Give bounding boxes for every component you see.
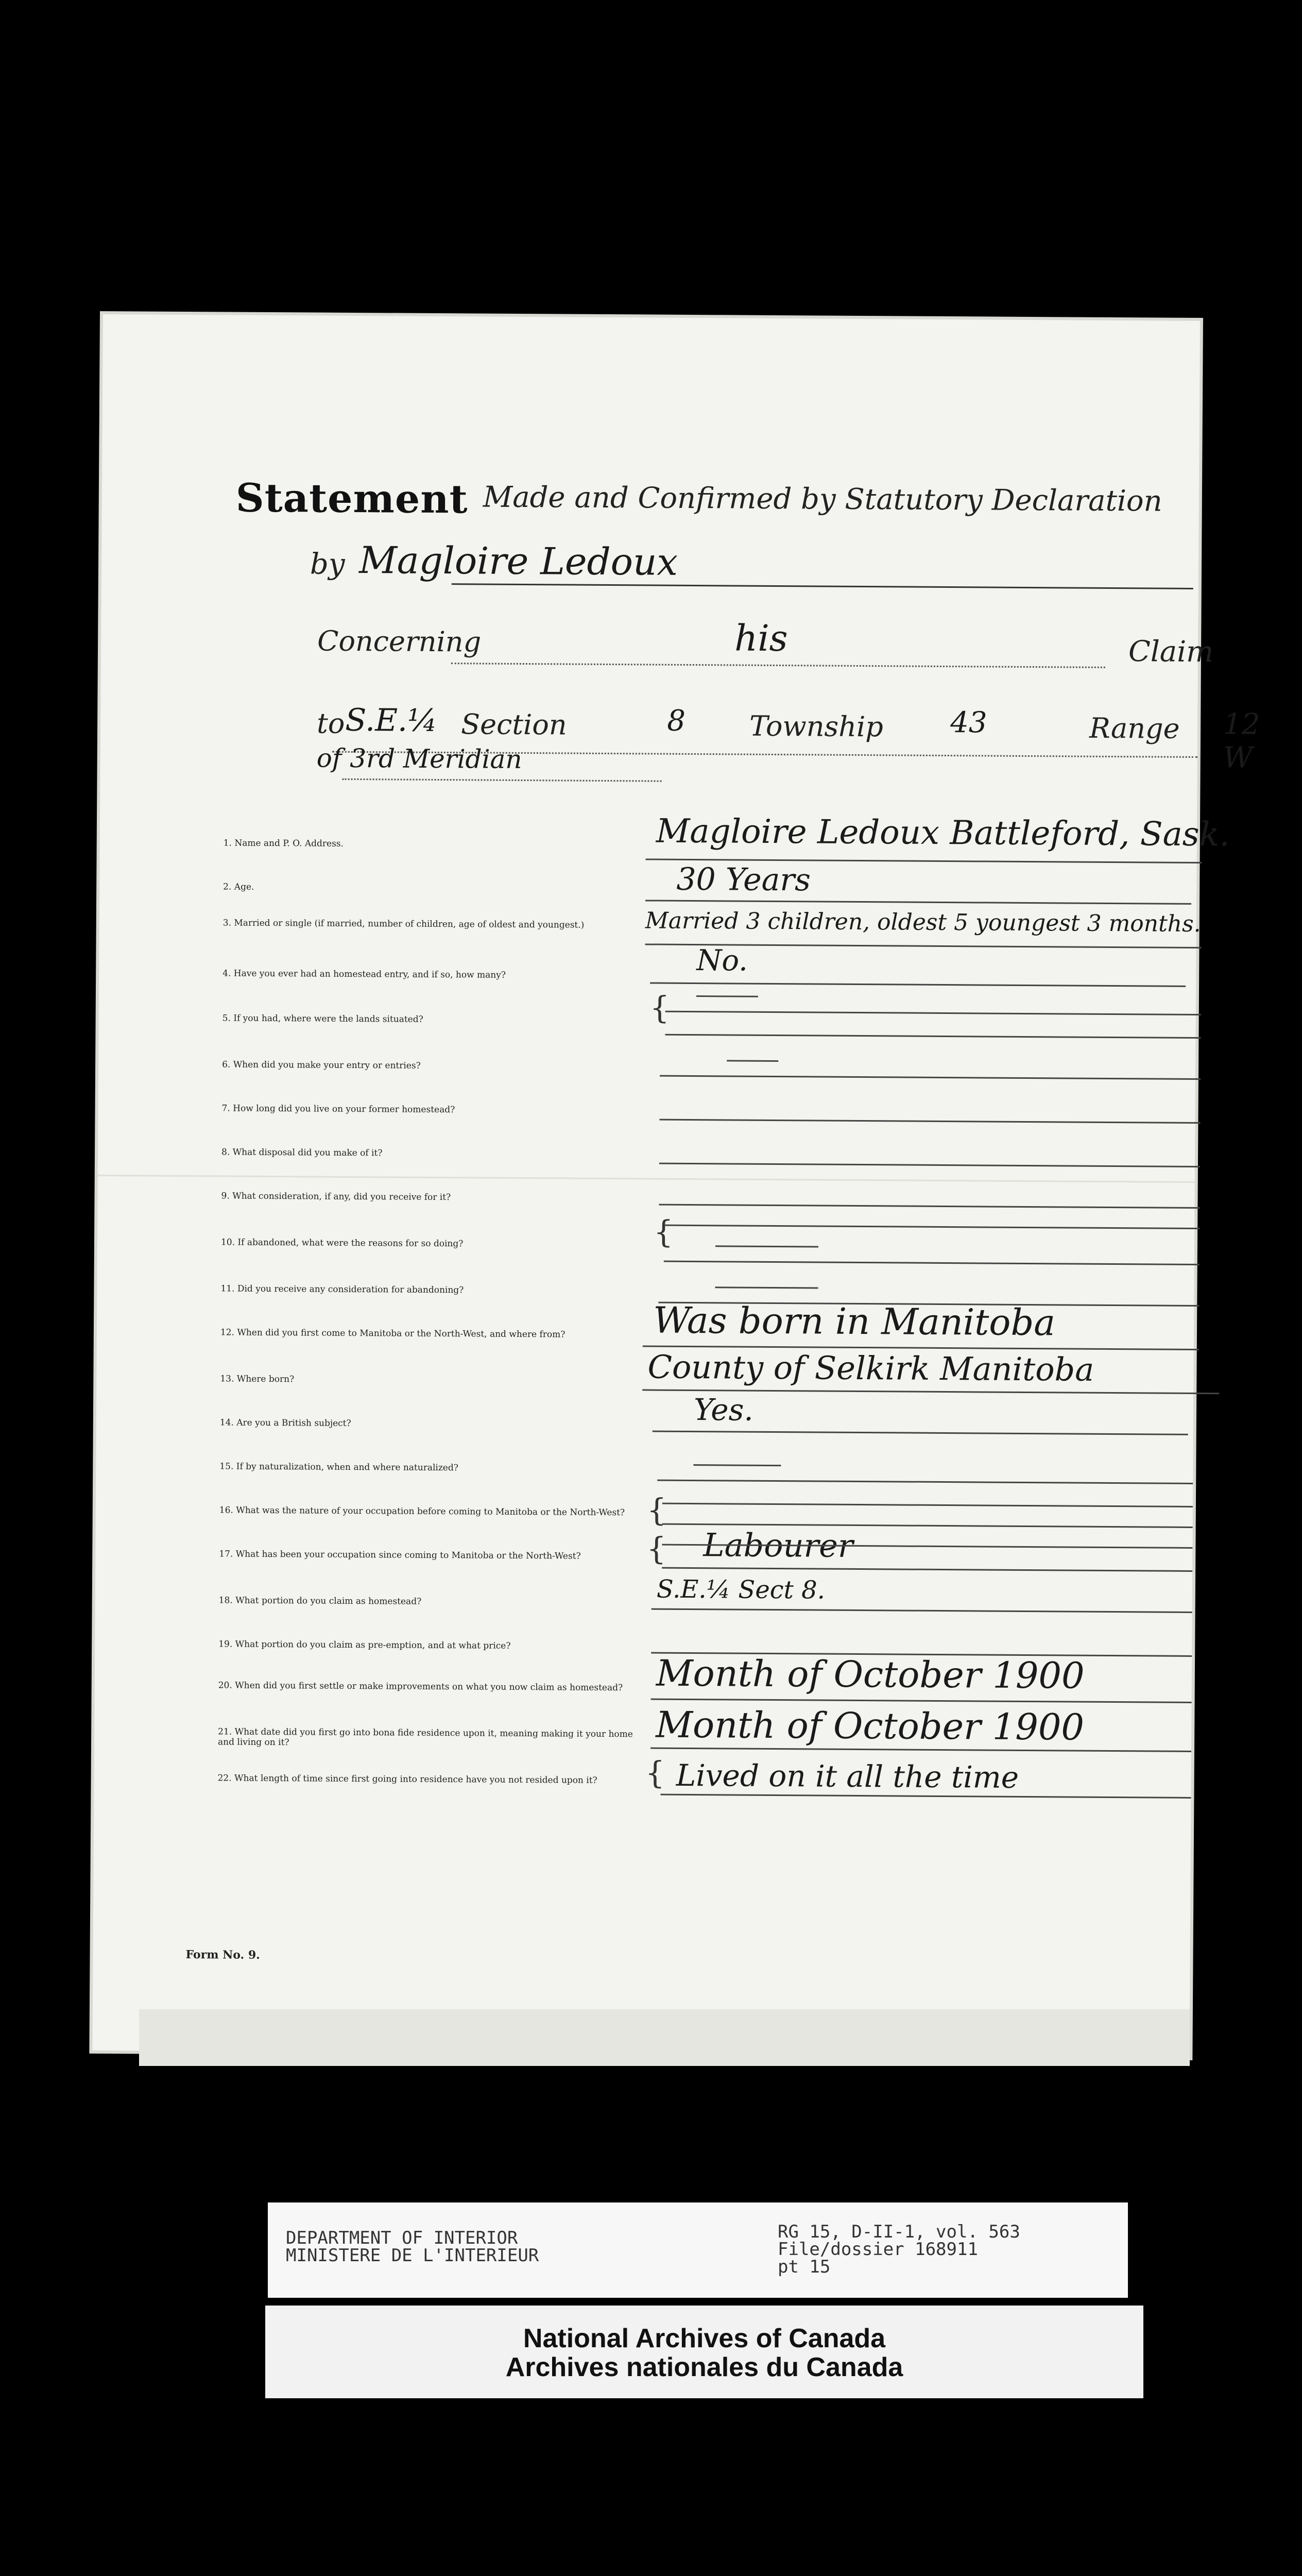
answer-rule-4 [650,982,1186,987]
answer-rule-14 [653,1431,1188,1435]
department-fr: MINISTERE DE L'INTERIEUR [286,2245,539,2266]
concerning-rule [451,663,1105,668]
reference-line-2: File/dossier 168911 [778,2239,978,2260]
answer-rule-20 [651,1699,1192,1703]
document-page [92,314,1260,2057]
answer-rule-10b [664,1261,1200,1265]
archives-name-en: National Archives of Canada [523,2324,886,2353]
answer-rule-17b [662,1567,1192,1572]
answer-rule-7 [659,1119,1200,1124]
answer-2: 30 Years [676,861,811,899]
question-13: 13. Where born? [220,1374,295,1385]
declarant-name: Magloire Ledoux [358,538,678,584]
range-label: Range [1089,711,1180,745]
answer-rule-9 [659,1204,1200,1209]
statement-subtitle: Made and Confirmed by Statutory Declaration [483,480,1162,518]
answer-rule-5b [665,1034,1201,1039]
brace-22: { [645,1755,665,1791]
question-16: 16. What was the nature of your occupation before coming to Manitoba or the North-West? [219,1505,625,1518]
answer-rule-18 [652,1608,1192,1613]
quarter-value: S.E.¼ [345,702,438,739]
question-1: 1. Name and P. O. Address. [223,838,344,849]
archives-name-fr: Archives nationales du Canada [505,2352,903,2382]
brace-10: { [653,1214,674,1250]
question-14: 14. Are you a British subject? [219,1417,351,1429]
question-4: 4. Have you ever had an homestead entry, and if so, how many? [222,968,506,980]
question-12: 12. When did you first come to Manitoba or the North-West, and where from? [220,1327,566,1340]
meridian-value: of 3rd Meridian [316,743,522,774]
answer-22: Lived on it all the time [676,1757,1019,1795]
archives-name-label [265,2306,1143,2398]
brace-17: { [646,1531,666,1567]
form-number: Form No. 9. [185,1948,260,1962]
paper-underlayer [139,2009,1190,2066]
answer-4: No. [696,944,748,978]
answer-rule-6 [660,1075,1201,1080]
question-2: 2. Age. [223,882,254,892]
dash-5 [696,995,758,997]
department-en: DEPARTMENT OF INTERIOR [286,2228,518,2248]
by-label: by [310,547,345,581]
question-20: 20. When did you first settle or make improvements on what you now claim as homestead? [218,1680,623,1693]
brace-5: { [649,990,670,1026]
answer-rule-15 [657,1480,1193,1484]
statement-title: Statement [235,474,468,522]
question-18: 18. What portion do you claim as homestead? [218,1595,422,1607]
by-rule [452,583,1193,589]
answer-rule-10a [664,1225,1200,1229]
answer-rule-21 [650,1748,1191,1752]
question-5: 5. If you had, where were the lands situated? [222,1013,423,1025]
question-10: 10. If abandoned, what were the reasons for so doing? [220,1237,464,1249]
answer-rule-16a [662,1503,1193,1507]
claim-label: Claim [1128,635,1214,669]
reference-block [778,2223,1020,2276]
answer-20: Month of October 1900 [656,1652,1085,1697]
range-value: 12 W [1223,707,1260,775]
department-block [286,2229,539,2264]
meridian-rule [342,778,661,782]
answer-3: Married 3 children, oldest 5 youngest 3 months. [645,907,1201,938]
question-21: 21. What date did you first go into bona fide residence upon it, meaning making it your home and living on it? [218,1726,633,1748]
answer-18: S.E.¼ Sect 8. [656,1574,826,1605]
answer-17: Labourer [703,1526,853,1565]
township-label: Township [749,709,884,743]
concerning-label: Concerning [317,624,482,658]
dash-6 [727,1060,778,1062]
answer-rule-8 [659,1163,1200,1167]
answer-14: Yes. [693,1392,754,1428]
answer-21: Month of October 1900 [656,1703,1085,1749]
brace-16: { [646,1492,667,1529]
question-9: 9. What consideration, if any, did you receive for it? [221,1191,451,1203]
question-7: 7. How long did you live on your former homestead? [221,1103,455,1115]
reference-line-3: pt 15 [778,2257,831,2277]
answer-13: County of Selkirk Manitoba [647,1348,1094,1388]
fold-line [98,1175,1195,1183]
question-8: 8. What disposal did you make of it? [221,1147,383,1159]
question-15: 15. If by naturalization, when and where naturalized? [219,1461,458,1473]
to-label: to [316,707,345,740]
answer-1: Magloire Ledoux Battleford, Sask. [656,812,1230,854]
archive-reference-label [268,2202,1128,2298]
answer-rule-5a [665,1011,1201,1015]
question-17: 17. What has been your occupation since coming to Manitoba or the North-West? [219,1549,581,1562]
question-3: 3. Married or single (if married, number of children, age of oldest and youngest.) [222,918,585,930]
question-19: 19. What portion do you claim as pre-emption, and at what price? [218,1639,511,1651]
answer-rule-2 [645,900,1191,904]
answer-12: Was born in Manitoba [653,1299,1056,1344]
answer-rule-22 [660,1794,1191,1799]
question-11: 11. Did you receive any consideration for abandoning? [220,1283,464,1296]
township-value: 43 [950,706,987,740]
concerning-value: his [734,617,788,660]
section-label: Section [460,708,567,741]
question-6: 6. When did you make your entry or entries? [222,1059,421,1071]
reference-line-1: RG 15, D-II-1, vol. 563 [778,2222,1020,2242]
question-22: 22. What length of time since first going into residence have you not resided upon it? [217,1773,597,1786]
section-value: 8 [667,704,686,738]
